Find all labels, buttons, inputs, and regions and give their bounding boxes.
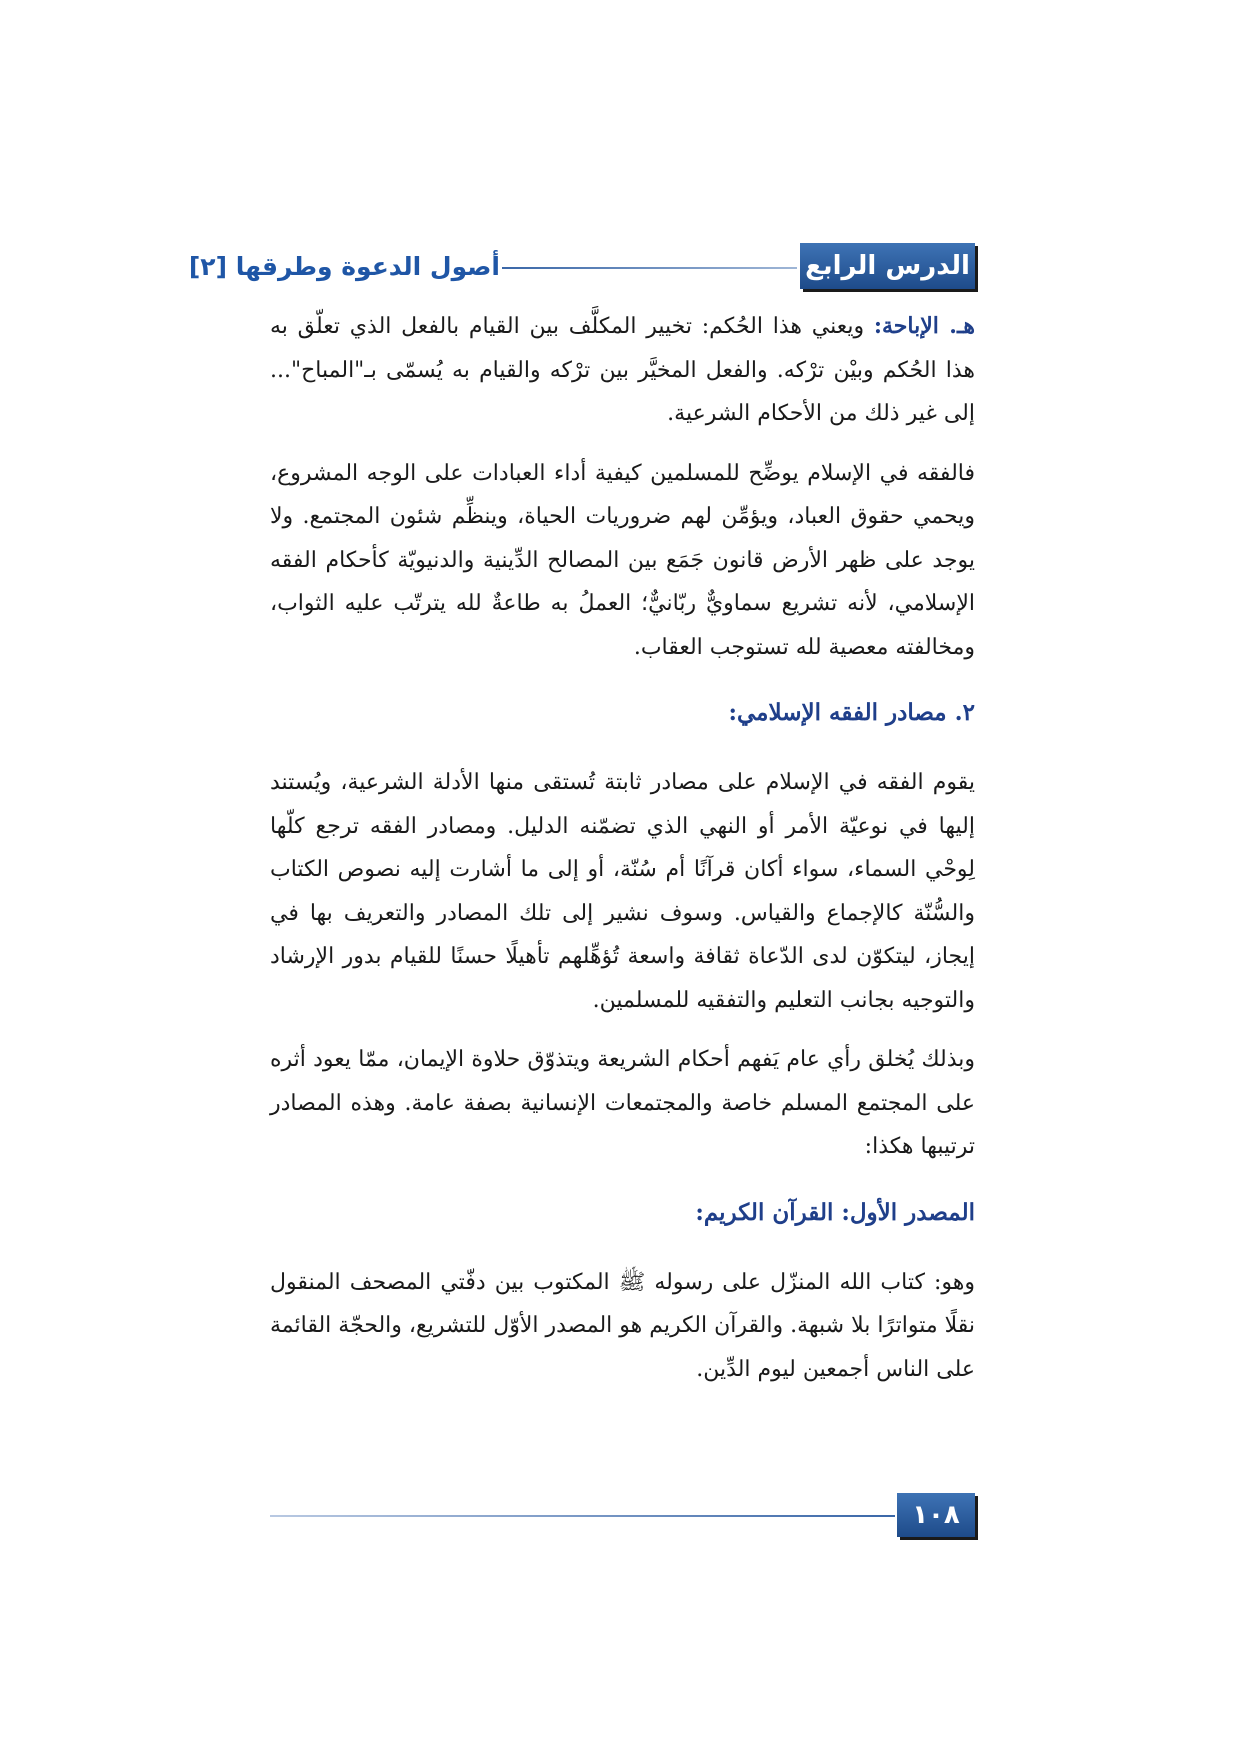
section-heading-sources: ٢. مصادر الفقه الإسلامي: <box>728 699 975 726</box>
page-number: ١٠٨ <box>897 1493 975 1537</box>
paragraph-sources: يقوم الفقه في الإسلام على مصادر ثابتة تُستقى منها الأدلة الشرعية، ويُستند إليها في نوعيّة الأمر أو النهي الذي تضمّنه الدليل. ومصادر الفقه ترجع كلّها لِوحْي السماء، سواء أكان قرآنًا أم سُنّة، أو إلى ما أشارت إليه نصوص الكتاب والسُّنّة كالإجماع والقياس. وسوف نشير إلى تلك المصادر والتعريف بها في إيجاز، ليتكوّن لدى الدّعاة ثقافة واسعة تُؤهِّلهم تأهيلًا حسنًا للقيام بدور الإرشاد والتوجيه بجانب التعليم والتفقيه للمسلمين. <box>270 770 975 1013</box>
paragraph-fiqh-role: فالفقه في الإسلام يوضِّح للمسلمين كيفية أداء العبادات على الوجه المشروع، ويحمي حقوق العباد، ويؤمِّن لهم ضروريات الحياة، وينظِّم شئون المجتمع. ولا يوجد على ظهر الأرض قانون جَمَع بين المصالح الدِّينية والدنيويّة كأحكام الفقه الإسلامي، لأنه تشريع سماويٌّ ربّانيٌّ؛ العملُ به طاعةٌ لله يترتّب عليه الثواب، ومخالفته معصية لله تستوجب العقاب. <box>270 460 975 660</box>
ibaha-definition: ويعني هذا الحُكم: تخيير المكلَّف بين القيام بالفعل الذي تعلّق به هذا الحُكم وبيْن ترْكه. والفعل المخيَّر بين ترْكه والقيام به يُسمّى بـ"المباح"... إلى غير ذلك من الأحكام الشرعية. <box>270 314 975 426</box>
page-footer <box>270 1493 975 1539</box>
footer-divider <box>270 1515 895 1517</box>
paragraph-public-opinion: وبذلك يُخلق رأي عام يَفهم أحكام الشريعة ويتذوّق حلاوة الإيمان، ممّا يعود أثره على المجتمع المسلم خاصة والمجتمعات الإنسانية بصفة عامة. وهذه المصادر ترتيبها هكذا: <box>270 1047 975 1159</box>
section-heading-quran: المصدر الأول: القرآن الكريم: <box>695 1198 975 1226</box>
header-divider <box>502 267 797 269</box>
lesson-badge: الدرس الرابع <box>800 243 975 289</box>
paragraph-ibaha <box>270 305 975 436</box>
page-body <box>270 305 975 1407</box>
page-header <box>188 243 975 289</box>
book-title: أصول الدعوة وطرقها [٢] <box>188 252 500 281</box>
paragraph-quran-definition: وهو: كتاب الله المنزّل على رسوله ﷺ المكتوب بين دفّتي المصحف المنقول نقلًا متواترًا بلا شبهة. والقرآن الكريم هو المصدر الأوّل للتشريع، والحجّة القائمة على الناس أجمعين ليوم الدِّين. <box>270 1269 975 1382</box>
ibaha-term: هـ. الإباحة: <box>873 313 975 339</box>
